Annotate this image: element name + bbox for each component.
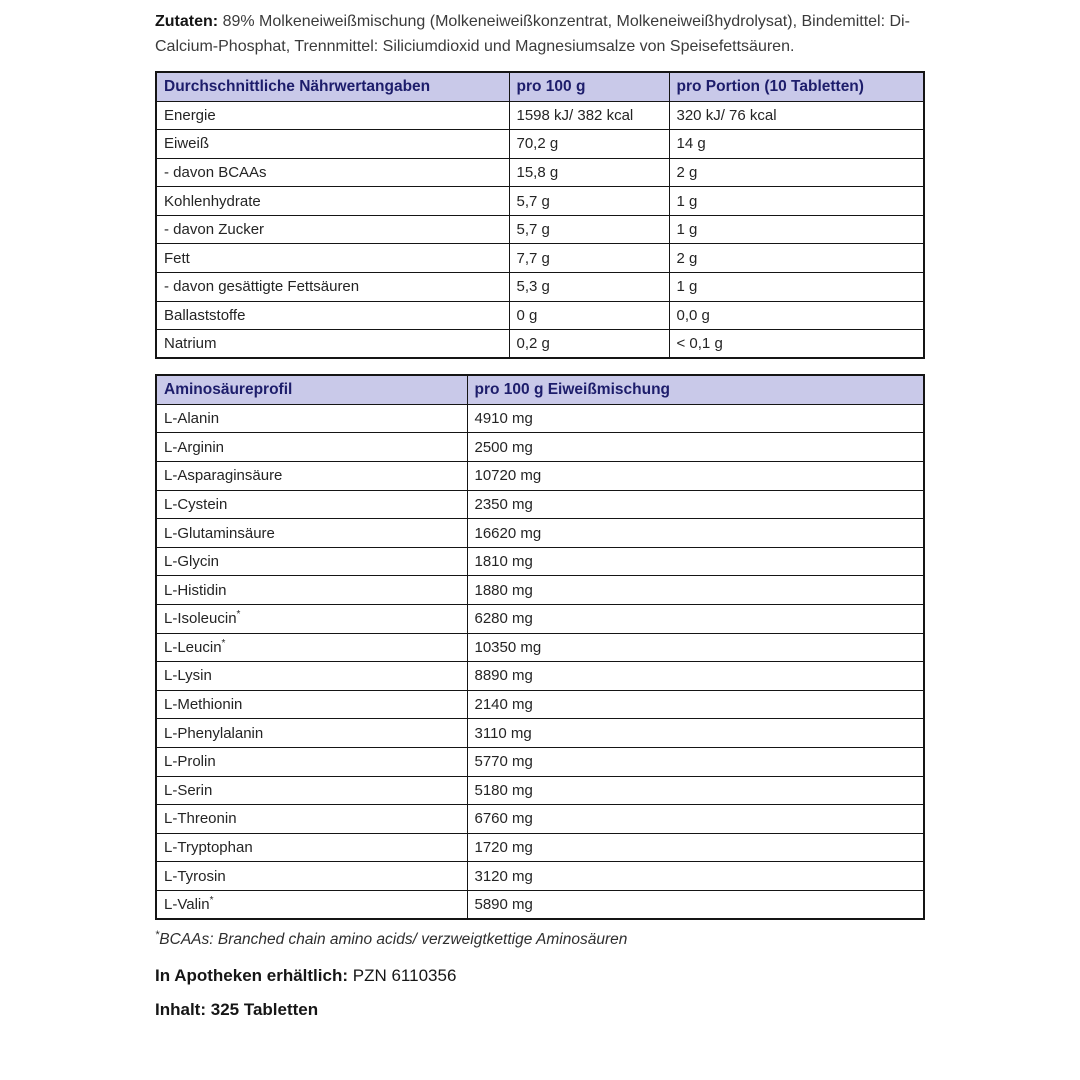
- pzn-number: PZN 6110356: [352, 966, 457, 986]
- table-cell: L-Tryptophan: [156, 833, 467, 862]
- table-cell: L-Asparaginsäure: [156, 462, 467, 491]
- table-row: [156, 462, 924, 491]
- table-row: [156, 301, 924, 330]
- table-cell: 70,2 g: [509, 130, 669, 159]
- table-cell: L-Valin*: [156, 890, 467, 919]
- table-cell: 6280 mg: [467, 605, 924, 634]
- table-cell: 6760 mg: [467, 805, 924, 834]
- table-cell: 1720 mg: [467, 833, 924, 862]
- nutrition-table: [155, 71, 925, 359]
- table-cell: 2350 mg: [467, 490, 924, 519]
- table-cell: 2 g: [669, 158, 924, 187]
- table-row: [156, 605, 924, 634]
- table-cell: 5180 mg: [467, 776, 924, 805]
- table-cell: 3110 mg: [467, 719, 924, 748]
- table-row: [156, 633, 924, 662]
- footnote-marker: *: [155, 929, 160, 942]
- column-header-per-portion: pro Portion (10 Tabletten): [669, 72, 924, 101]
- column-header-per100g-protein-mix: pro 100 g Eiweißmischung: [467, 375, 924, 404]
- column-header-nutrient: Durchschnittliche Nährwertangaben: [156, 72, 509, 101]
- table-cell: 0,0 g: [669, 301, 924, 330]
- content-label: Inhalt:: [155, 1000, 206, 1020]
- table-cell: L-Serin: [156, 776, 467, 805]
- table-cell: L-Alanin: [156, 404, 467, 433]
- table-row: [156, 776, 924, 805]
- table-row: [156, 490, 924, 519]
- table-row: [156, 547, 924, 576]
- label-sheet: [155, 10, 923, 1020]
- table-cell: 0,2 g: [509, 330, 669, 359]
- table-cell: L-Phenylalanin: [156, 719, 467, 748]
- table-cell: 8890 mg: [467, 662, 924, 691]
- table-row: [156, 576, 924, 605]
- table-cell: 7,7 g: [509, 244, 669, 273]
- table-row: [156, 158, 924, 187]
- table-cell: 4910 mg: [467, 404, 924, 433]
- table-row: [156, 719, 924, 748]
- pharmacy-label: In Apotheken erhältlich:: [155, 966, 349, 986]
- table-cell: 10720 mg: [467, 462, 924, 491]
- table-row: [156, 890, 924, 919]
- pharmacy-line: [155, 966, 923, 986]
- ingredients-label: Zutaten:: [155, 13, 219, 30]
- table-cell: L-Arginin: [156, 433, 467, 462]
- table-row: [156, 747, 924, 776]
- table-cell: L-Threonin: [156, 805, 467, 834]
- bcaa-footnote: [155, 929, 923, 949]
- table-row: [156, 273, 924, 302]
- table-cell: 320 kJ/ 76 kcal: [669, 101, 924, 130]
- table-row: [156, 433, 924, 462]
- footnote-marker: *: [209, 894, 214, 906]
- table-cell: 1880 mg: [467, 576, 924, 605]
- table-cell: 15,8 g: [509, 158, 669, 187]
- table-cell: 3120 mg: [467, 862, 924, 891]
- amino-table-header-row: [156, 375, 924, 404]
- content-value: 325 Tabletten: [210, 1000, 319, 1020]
- table-cell: Energie: [156, 101, 509, 130]
- table-cell: 5,7 g: [509, 215, 669, 244]
- table-cell: L-Methionin: [156, 690, 467, 719]
- table-cell: L-Isoleucin*: [156, 605, 467, 634]
- table-cell: 2500 mg: [467, 433, 924, 462]
- table-cell: Eiweiß: [156, 130, 509, 159]
- table-cell: L-Cystein: [156, 490, 467, 519]
- table-cell: L-Tyrosin: [156, 862, 467, 891]
- table-row: [156, 244, 924, 273]
- table-row: [156, 805, 924, 834]
- table-row: [156, 187, 924, 216]
- table-cell: < 0,1 g: [669, 330, 924, 359]
- nutrition-table-header-row: [156, 72, 924, 101]
- table-cell: L-Lysin: [156, 662, 467, 691]
- table-row: [156, 833, 924, 862]
- table-row: [156, 215, 924, 244]
- content-line: [155, 1000, 923, 1020]
- footnote-marker: *: [236, 609, 241, 621]
- table-row: [156, 330, 924, 359]
- table-cell: - davon gesättigte Fettsäuren: [156, 273, 509, 302]
- table-cell: L-Glycin: [156, 547, 467, 576]
- column-header-amino-profile: Aminosäureprofil: [156, 375, 467, 404]
- amino-table-wrap: [155, 374, 923, 920]
- amino-acid-table: [155, 374, 925, 920]
- table-row: [156, 519, 924, 548]
- table-cell: Fett: [156, 244, 509, 273]
- table-cell: 14 g: [669, 130, 924, 159]
- table-row: [156, 690, 924, 719]
- table-cell: - davon Zucker: [156, 215, 509, 244]
- footnote-text: BCAAs: Branched chain amino acids/ verzweigtkettige Aminosäuren: [159, 931, 628, 949]
- table-cell: 2 g: [669, 244, 924, 273]
- table-cell: 10350 mg: [467, 633, 924, 662]
- table-cell: 1 g: [669, 273, 924, 302]
- table-cell: 1 g: [669, 215, 924, 244]
- table-cell: 0 g: [509, 301, 669, 330]
- table-row: [156, 662, 924, 691]
- ingredients-paragraph: [155, 10, 923, 59]
- table-row: [156, 130, 924, 159]
- table-cell: 1598 kJ/ 382 kcal: [509, 101, 669, 130]
- table-cell: 1810 mg: [467, 547, 924, 576]
- table-cell: L-Glutaminsäure: [156, 519, 467, 548]
- table-cell: 1 g: [669, 187, 924, 216]
- column-header-per100g: pro 100 g: [509, 72, 669, 101]
- ingredients-text: 89% Molkeneiweißmischung (Molkeneiweißkonzentrat, Molkeneiweißhydrolysat), Bindemittel: Di-Calcium-Phosphat, Trennmittel: Siliciumdioxid und Magnesiumsalze von Speisefettsäuren.: [155, 13, 910, 55]
- table-cell: 16620 mg: [467, 519, 924, 548]
- table-cell: 5890 mg: [467, 890, 924, 919]
- table-cell: Ballaststoffe: [156, 301, 509, 330]
- table-cell: 5,3 g: [509, 273, 669, 302]
- table-cell: 5770 mg: [467, 747, 924, 776]
- table-row: [156, 101, 924, 130]
- table-cell: L-Leucin*: [156, 633, 467, 662]
- table-cell: Natrium: [156, 330, 509, 359]
- table-cell: L-Prolin: [156, 747, 467, 776]
- footnote-marker: *: [221, 637, 226, 649]
- table-cell: - davon BCAAs: [156, 158, 509, 187]
- table-cell: L-Histidin: [156, 576, 467, 605]
- table-cell: 2140 mg: [467, 690, 924, 719]
- table-row: [156, 862, 924, 891]
- table-row: [156, 404, 924, 433]
- table-cell: 5,7 g: [509, 187, 669, 216]
- table-cell: Kohlenhydrate: [156, 187, 509, 216]
